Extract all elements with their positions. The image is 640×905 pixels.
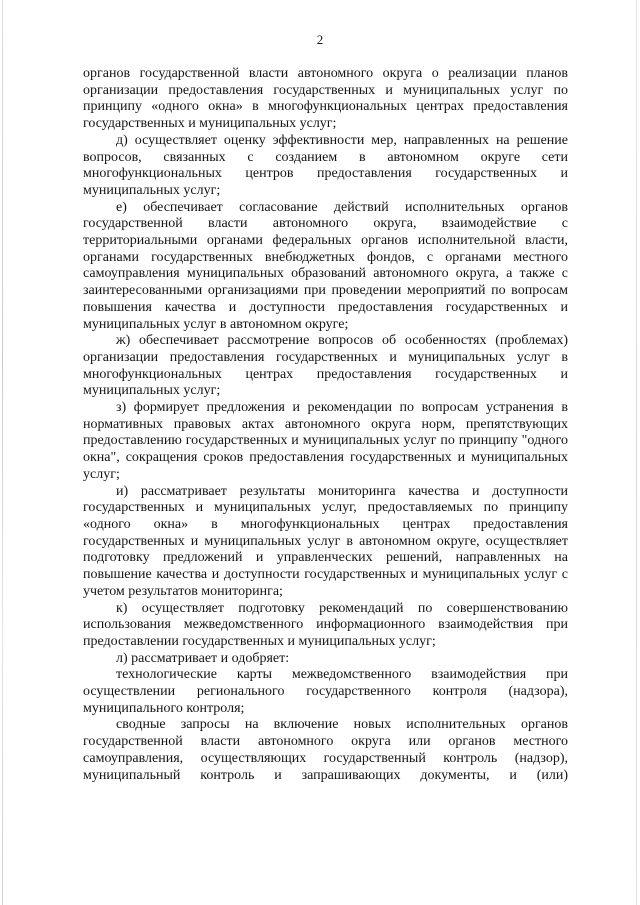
paragraph-item-d: д) осуществляет оценку эффективности мер, направленных на решение вопросов, связанных с созданием в автономном округе сети многофункциональных центров предоставления государственных и муниципальных услуг; <box>83 132 568 198</box>
paragraph-item-z: з) формирует предложения и рекомендации по вопросам устранения в нормативных правовых актах автономного округа норм, препятствующих предоставлению государственных и муниципальных услуг по принципу "одного окна", сокращения сроков предоставления государственных и муниципальных услуг; <box>83 400 568 482</box>
page-number: 2 <box>316 32 324 47</box>
paragraph-item-k: к) осуществляет подготовку рекомендаций по совершенствованию использования межведомственного информационного взаимодействия при предоставлении государственных и муниципальных услуг; <box>83 600 568 649</box>
scan-edge-right <box>636 0 637 905</box>
paragraph-item-zh: ж) обеспечивает рассмотрение вопросов об особенностях (проблемах) организации предоставления государственных и муниципальных услуг в многофункциональных центрах предоставления государственных и муниципальных услуг; <box>83 333 568 399</box>
paragraph-continuation: органов государственной власти автономного округа о реализации планов организации предоставления государственных и муниципальных услуг по принципу «одного окна» в многофункциональных центрах предоставления государственных и муниципальных услуг; <box>83 66 568 132</box>
document-body <box>83 66 568 784</box>
paragraph-item-l: л) рассматривает и одобряет: <box>116 650 290 666</box>
scan-edge-left <box>2 0 3 905</box>
paragraph-summary-requests: сводные запросы на включение новых исполнительных органов государственной власти автономного округа или органов местного самоуправления, осуществляющих государственный контроль (надзор), муниципальный контроль и запрашивающих документы, и (или) <box>83 717 568 783</box>
paragraph-item-e: е) обеспечивает согласование действий исполнительных органов государственной власти автономного округа, взаимодействие с территориальными органами федеральных органов исполнительной власти, органами государственных внебюджетных фондов, с органами местного самоуправления муниципальных образований автономного округа, а также с заинтересованными организациями при проведении мероприятий по вопросам повышения качества и доступности предоставления государственных и муниципальных услуг в автономном округе; <box>83 199 568 332</box>
paragraph-tech-maps: технологические карты межведомственного взаимодействия при осуществлении регионального государственного контроля (надзора), муниципального контроля; <box>83 667 568 716</box>
paragraph-item-i: и) рассматривает результаты мониторинга качества и доступности государственных и муниципальных услуг, предоставляемых по принципу «одного окна» в многофункциональных центрах предоставления государственных и муниципальных услуг в автономном округе, осуществляет подготовку предложений и управленческих решений, направленных на повышение качества и доступности государственных и муниципальных услуг с учетом результатов мониторинга; <box>83 483 568 599</box>
